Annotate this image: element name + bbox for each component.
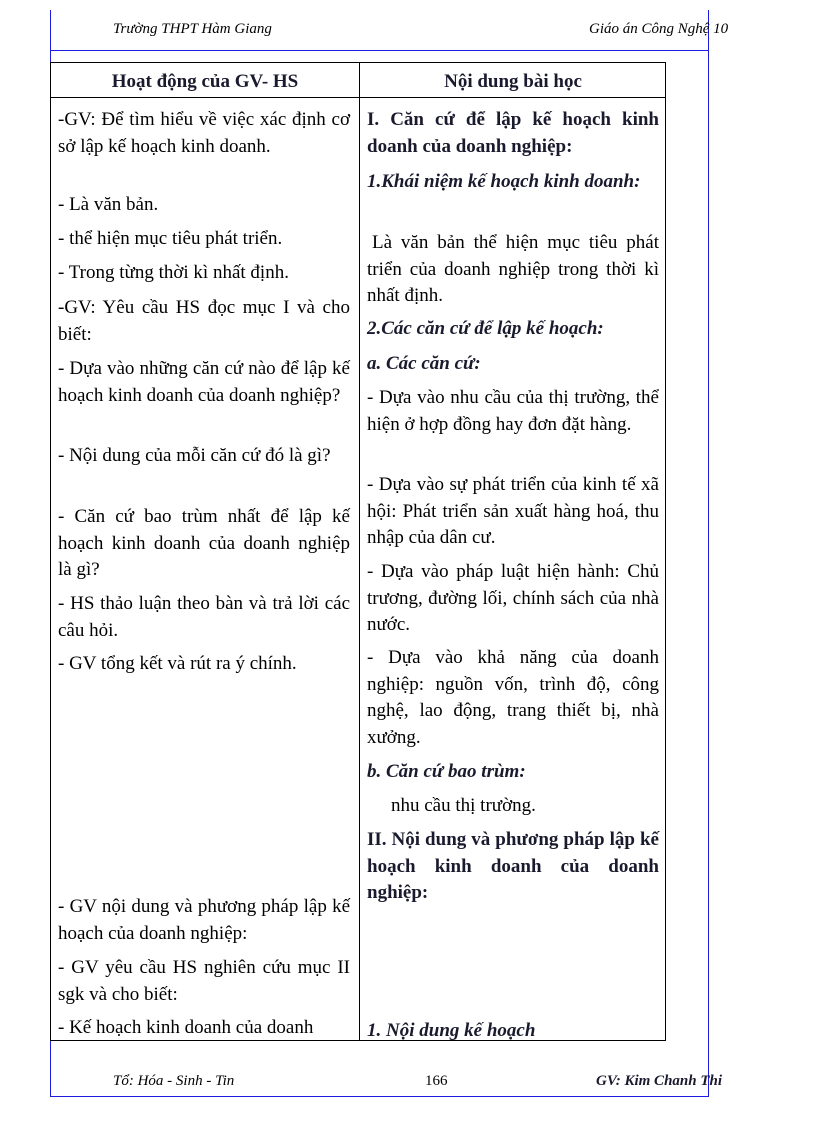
activity-paragraph: -GV: Yêu cầu HS đọc mục I và cho biết:	[58, 297, 350, 345]
content-paragraph: - Dựa vào nhu cầu của thị trường, thể hiện ở hợp đồng hay đơn đặt hàng.	[367, 387, 659, 435]
column-title-activities: Hoạt động của GV- HS	[111, 71, 299, 92]
content-paragraph: Là văn bản thể hiện mục tiêu phát triển của doanh nghiệp trong thời kì nhất định.	[367, 232, 659, 306]
section-heading: I. Căn cứ để lập kế hoạch kinh doanh của doanh nghiệp:	[367, 109, 659, 157]
footer-teacher-name: GV: Kim Chanh Thi	[596, 1073, 723, 1089]
activity-paragraph: - GV tổng kết và rút ra ý chính.	[58, 653, 297, 674]
footer-department: Tổ: Hóa - Sinh - Tin	[113, 1073, 235, 1089]
activity-paragraph: - Dựa vào những căn cứ nào để lập kế hoạch kinh doanh của doanh nghiệp?	[58, 358, 350, 406]
subsection-heading: 2.Các căn cứ để lập kế hoạch:	[367, 318, 604, 339]
content-paragraph: - Dựa vào khả năng của doanh nghiệp: nguồn vốn, trình độ, công nghệ, lao động, trang thiết bị, nhà xưởng.	[367, 647, 659, 748]
subsection-heading: a. Các căn cứ:	[367, 353, 481, 374]
section-heading: II. Nội dung và phương pháp lập kế hoạch kinh doanh của doanh nghiệp:	[367, 829, 659, 903]
footer-page-number: 166	[425, 1073, 448, 1089]
content-paragraph: - Dựa vào pháp luật hiện hành: Chủ trương, đường lối, chính sách của nhà nước.	[367, 561, 659, 635]
subsection-heading: 1. Nội dung kế hoạch	[367, 1020, 536, 1041]
activity-paragraph: - thể hiện mục tiêu phát triển.	[58, 228, 283, 249]
activity-paragraph: - Kế hoạch kinh doanh của doanh	[58, 1017, 314, 1038]
activity-paragraph: - Là văn bản.	[58, 194, 159, 215]
table-header-row	[51, 63, 665, 98]
activity-paragraph: - Nội dung của mỗi căn cứ đó là gì?	[58, 445, 331, 466]
content-paragraph: nhu cầu thị trường.	[391, 795, 536, 816]
content-paragraph: - Dựa vào sự phát triển của kinh tế xã hội: Phát triển sản xuất hàng hoá, thu nhập của dân cư.	[367, 474, 659, 548]
activity-paragraph: - HS thảo luận theo bàn và trả lời các câu hỏi.	[58, 593, 350, 641]
page-frame-right	[708, 10, 709, 1097]
activity-paragraph: -GV: Để tìm hiểu về việc xác định cơ sở lập kế hoạch kinh doanh.	[58, 109, 350, 157]
header-document-title: Giáo án Công Nghệ 10	[589, 21, 729, 37]
lesson-table	[50, 62, 666, 1041]
activity-paragraph: - Căn cứ bao trùm nhất để lập kế hoạch kinh doanh của doanh nghiệp là gì?	[58, 506, 350, 580]
page-frame-bottom	[50, 1096, 708, 1097]
column-title-content: Nội dung bài học	[444, 71, 582, 92]
subsection-heading: b. Căn cứ bao trùm:	[367, 761, 526, 782]
page-frame-top	[50, 50, 708, 51]
subsection-heading: 1.Khái niệm kế hoạch kinh doanh:	[367, 171, 641, 192]
activity-paragraph: - GV nội dung và phương pháp lập kế hoạch của doanh nghiệp:	[58, 896, 350, 944]
column-divider	[359, 63, 360, 1040]
activity-paragraph: - GV yêu cầu HS nghiên cứu mục II sgk và cho biết:	[58, 957, 350, 1005]
header-school-name: Trường THPT Hàm Giang	[113, 21, 272, 37]
activity-paragraph: - Trong từng thời kì nhất định.	[58, 262, 289, 283]
